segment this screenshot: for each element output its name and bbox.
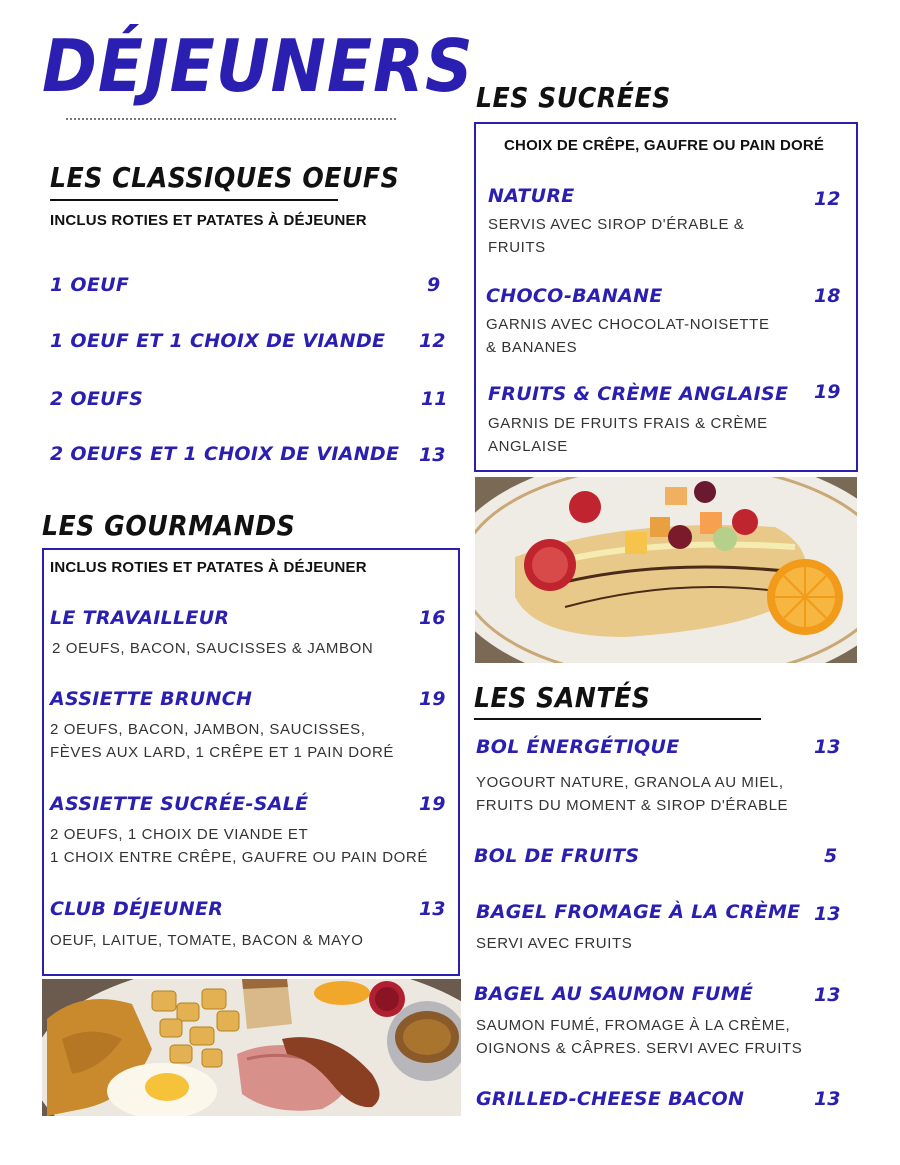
menu-item-description: 2 OEUFS, 1 CHOIX DE VIANDE ET bbox=[50, 826, 309, 843]
menu-item-price: 18 bbox=[814, 285, 841, 307]
section-title-gourmands: LES GOURMANDS bbox=[42, 509, 296, 542]
menu-item-price: 16 bbox=[419, 607, 446, 629]
menu-item-name: NATURE bbox=[488, 185, 575, 207]
menu-item-price: 19 bbox=[419, 793, 446, 815]
menu-item-price: 9 bbox=[427, 274, 441, 296]
menu-item-description: GARNIS AVEC CHOCOLAT-NOISETTE bbox=[486, 316, 770, 333]
crepe-photo bbox=[475, 477, 857, 663]
menu-item-name: BOL ÉNERGÉTIQUE bbox=[476, 736, 680, 758]
section-title-classiques: LES CLASSIQUES OEUFS bbox=[50, 161, 400, 194]
menu-item-name: BAGEL AU SAUMON FUMÉ bbox=[474, 983, 754, 1005]
section-title-sucrees: LES SUCRÉES bbox=[476, 81, 671, 114]
menu-item-price: 12 bbox=[419, 330, 446, 352]
menu-item-description: 2 OEUFS, BACON, SAUCISSES & JAMBON bbox=[52, 640, 374, 657]
menu-item-description: YOGOURT NATURE, GRANOLA AU MIEL, bbox=[476, 774, 784, 791]
menu-item-price: 13 bbox=[814, 1088, 841, 1110]
menu-item-price: 19 bbox=[419, 688, 446, 710]
section-subtitle-sucrees: CHOIX DE CRÊPE, GAUFRE OU PAIN DORÉ bbox=[504, 137, 825, 154]
menu-item-name: 1 OEUF ET 1 CHOIX DE VIANDE bbox=[50, 330, 386, 352]
menu-item-price: 5 bbox=[824, 845, 838, 867]
menu-item-description: SERVIS AVEC SIROP D'ÉRABLE & bbox=[488, 216, 745, 233]
menu-item-description: GARNIS DE FRUITS FRAIS & CRÈME bbox=[488, 415, 768, 432]
section-underline bbox=[474, 718, 761, 720]
menu-item-description: SERVI AVEC FRUITS bbox=[476, 935, 633, 952]
menu-item-name: FRUITS & CRÈME ANGLAISE bbox=[488, 383, 789, 405]
menu-item-name: 2 OEUFS bbox=[50, 388, 144, 410]
section-title-santes: LES SANTÉS bbox=[474, 681, 651, 714]
menu-item-description: & BANANES bbox=[486, 339, 578, 356]
title-divider bbox=[66, 118, 396, 120]
menu-item-description: OEUF, LAITUE, TOMATE, BACON & MAYO bbox=[50, 932, 364, 949]
menu-item-name: 2 OEUFS ET 1 CHOIX DE VIANDE bbox=[50, 443, 400, 465]
menu-item-description: FRUITS bbox=[488, 239, 546, 256]
menu-item-price: 11 bbox=[421, 388, 448, 410]
menu-item-name: ASSIETTE SUCRÉE-SALÉ bbox=[50, 793, 309, 815]
menu-item-description: OIGNONS & CÂPRES. SERVI AVEC FRUITS bbox=[476, 1040, 803, 1057]
menu-item-description: FRUITS DU MOMENT & SIROP D'ÉRABLE bbox=[476, 797, 789, 814]
menu-item-price: 13 bbox=[419, 898, 446, 920]
section-underline bbox=[50, 199, 338, 201]
menu-item-price: 13 bbox=[814, 984, 841, 1006]
menu-item-name: LE TRAVAILLEUR bbox=[50, 607, 230, 629]
menu-item-name: CLUB DÉJEUNER bbox=[50, 898, 224, 920]
menu-item-price: 13 bbox=[814, 736, 841, 758]
section-subtitle-classiques: INCLUS ROTIES ET PATATES À DÉJEUNER bbox=[50, 212, 367, 229]
menu-item-name: BOL DE FRUITS bbox=[474, 845, 640, 867]
menu-item-price: 13 bbox=[419, 444, 446, 466]
menu-item-description: SAUMON FUMÉ, FROMAGE À LA CRÈME, bbox=[476, 1017, 791, 1034]
menu-item-description: 2 OEUFS, BACON, JAMBON, SAUCISSES, bbox=[50, 721, 366, 738]
menu-item-price: 19 bbox=[814, 381, 841, 403]
menu-item-name: GRILLED-CHEESE BACON bbox=[476, 1088, 745, 1110]
menu-item-price: 12 bbox=[814, 188, 841, 210]
menu-item-name: 1 OEUF bbox=[50, 274, 130, 296]
menu-item-price: 13 bbox=[814, 903, 841, 925]
page-title: DÉJEUNERS bbox=[42, 24, 474, 108]
menu-item-name: ASSIETTE BRUNCH bbox=[50, 688, 253, 710]
menu-item-name: CHOCO-BANANE bbox=[486, 285, 663, 307]
section-subtitle-gourmands: INCLUS ROTIES ET PATATES À DÉJEUNER bbox=[50, 559, 367, 576]
menu-item-name: BAGEL FROMAGE À LA CRÈME bbox=[476, 901, 801, 923]
menu-item-description: 1 CHOIX ENTRE CRÊPE, GAUFRE OU PAIN DORÉ bbox=[50, 849, 428, 866]
menu-item-description: ANGLAISE bbox=[488, 438, 568, 455]
menu-item-description: FÈVES AUX LARD, 1 CRÊPE ET 1 PAIN DORÉ bbox=[50, 744, 395, 761]
breakfast-plate-photo bbox=[42, 979, 461, 1116]
